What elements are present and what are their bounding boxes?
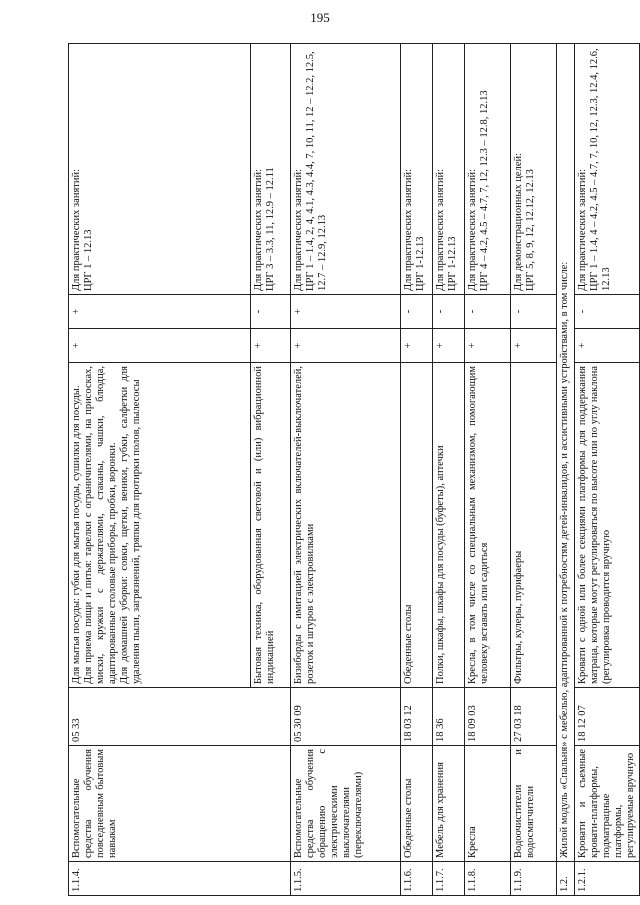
purpose-title: Для практических занятий: xyxy=(403,168,414,291)
purpose-text: ЦРГ 1-12.13 xyxy=(447,236,459,291)
item-description: Бизиборды с имитацией электрических включателей-выключателей, розеток и штуров с электровилками xyxy=(291,363,401,688)
item-name: Водоочистители и водосмягчители xyxy=(511,746,557,862)
section-title: Жилой модуль «Спальня» с мебелью, адаптированной к потребностям детей-инвалидов, и ассистивными устройствами, в том числе: xyxy=(557,44,575,862)
mark-cell: + xyxy=(69,329,251,363)
mark-cell: + xyxy=(575,329,640,363)
purpose-title: Для практических занятий: xyxy=(467,168,478,291)
description-line: Для домашней уборки: совки, щетки, веники, губки, салфетки для удаления пыли, загрязнений, тряпки для протирки полов, пылесосы xyxy=(119,366,143,684)
item-name: Мебель для хранения xyxy=(433,746,465,862)
item-description: Кровати с одной или более секциями платформы для поддержания матраца, которые могут регулироваться по высоте или по углу наклона (регулировка проводится вручную xyxy=(575,363,640,688)
purpose-cell xyxy=(511,44,557,295)
purpose-title: Для практических занятий: xyxy=(293,168,304,291)
row-number: 1.1.9. xyxy=(511,862,557,896)
table-row xyxy=(575,44,640,896)
purpose-cell xyxy=(291,44,401,295)
mark-cell: - xyxy=(401,295,433,329)
purpose-title: Для практических занятий: xyxy=(71,168,82,291)
mark-cell: + xyxy=(433,329,465,363)
item-code: 18 09 03 xyxy=(465,688,511,746)
purpose-cell xyxy=(69,44,251,295)
item-name: Вспомогательные средства обучения повседневным бытовым навыкам xyxy=(69,746,291,862)
item-name: Кресла xyxy=(465,746,511,862)
purpose-title: Для практических занятий: xyxy=(253,168,264,291)
item-description xyxy=(69,363,251,688)
section-number: 1.2. xyxy=(557,862,575,896)
table-row xyxy=(465,44,511,896)
item-code: 27 03 18 xyxy=(511,688,557,746)
purpose-cell xyxy=(465,44,511,295)
item-name: Кровати и съемные кровати-платформы, подматрацные платформы, регулируемые вручную xyxy=(575,746,640,862)
mark-cell: + xyxy=(511,329,557,363)
section-row xyxy=(557,44,575,896)
mark-cell: + xyxy=(291,295,401,329)
table-row xyxy=(401,44,433,896)
mark-cell: - xyxy=(465,295,511,329)
purpose-cell xyxy=(575,44,640,295)
mark-cell: - xyxy=(511,295,557,329)
purpose-text: ЦРГ 1 – 12.13 xyxy=(83,229,95,291)
description-line: Для приема пищи и питья: тарелки с ограничителями, на присосках, миски, кружки с держателями, стаканы, чашки, блюдца, адаптированные столовые приборы, пробки, воронки. xyxy=(83,366,119,684)
item-code: 05 33 xyxy=(69,688,291,746)
table-row xyxy=(433,44,465,896)
item-code: 18 03 12 xyxy=(401,688,433,746)
purpose-text: ЦРГ 1 – 1.4, 2, 4, 4.1, 4.3, 4.4, 7, 10, 11, 12 – 12.2, 12.5, 12.7 – 12.9, 12.13 xyxy=(305,51,329,291)
purpose-cell xyxy=(401,44,433,295)
item-name: Вспомогательные средства обучения обращению с электрическими выключателями (переключателями) xyxy=(291,746,401,862)
row-number: 1.2.1. xyxy=(575,862,640,896)
mark-cell: + xyxy=(251,329,291,363)
purpose-title: Для практических занятий: xyxy=(577,168,588,291)
item-code: 05 30 09 xyxy=(291,688,401,746)
item-name: Обеденные столы xyxy=(401,746,433,862)
mark-cell: + xyxy=(291,329,401,363)
mark-cell: + xyxy=(69,295,251,329)
purpose-text: ЦРГ 5, 8, 9, 12, 12.12, 12.13 xyxy=(525,169,537,291)
item-description: Кресла, в том числе со специальным механизмом, помогающим человеку вставать или садиться xyxy=(465,363,511,688)
mark-cell: + xyxy=(401,329,433,363)
mark-cell: + xyxy=(465,329,511,363)
purpose-text: ЦРГ 1 – 1.4, 4 – 4.2, 4.5 – 4.7, 7, 10, 12, 12.3, 12.4, 12.6, 12.13 xyxy=(589,48,613,291)
equipment-table xyxy=(68,43,640,896)
row-number: 1.1.4. xyxy=(69,862,291,896)
purpose-title: Для демонстрационных целей: xyxy=(513,152,524,291)
table-row xyxy=(511,44,557,896)
mark-cell: - xyxy=(251,295,291,329)
table-row xyxy=(69,44,251,896)
purpose-title: Для практических занятий: xyxy=(435,168,446,291)
landscape-table-wrapper xyxy=(68,44,637,896)
item-description: Полки, шкафы, шкафы для посуды (буфеты), аптечки xyxy=(433,363,465,688)
table-row xyxy=(291,44,401,896)
mark-cell: - xyxy=(433,295,465,329)
purpose-text: ЦРГ 1-12.13 xyxy=(415,236,427,291)
item-code: 18 36 xyxy=(433,688,465,746)
item-description: Бытовая техника, оборудованная световой и (или) вибрационной индикацией xyxy=(251,363,291,688)
row-number: 1.1.7. xyxy=(433,862,465,896)
item-code: 18 12 07 xyxy=(575,688,640,746)
purpose-text: ЦРГ 4 – 4.2, 4.5 – 4.7, 7, 12, 12.3 – 12.8, 12.13 xyxy=(479,90,491,291)
row-number: 1.1.6. xyxy=(401,862,433,896)
purpose-cell xyxy=(433,44,465,295)
purpose-cell xyxy=(251,44,291,295)
item-description: Фильтры, кулеры, пурифаеры xyxy=(511,363,557,688)
item-description: Обеденные столы xyxy=(401,363,433,688)
rotated-page-area xyxy=(68,44,637,896)
description-line: Для мытья посуды: губки для мытья посуды, сушилки для посуды. xyxy=(71,385,82,684)
page-number: 195 xyxy=(310,10,330,25)
mark-cell: - xyxy=(575,295,640,329)
purpose-text: ЦРГ 3 – 3.3, 11, 12.9 – 12.11 xyxy=(265,167,277,291)
row-number: 1.1.8. xyxy=(465,862,511,896)
row-number: 1.1.5. xyxy=(291,862,401,896)
